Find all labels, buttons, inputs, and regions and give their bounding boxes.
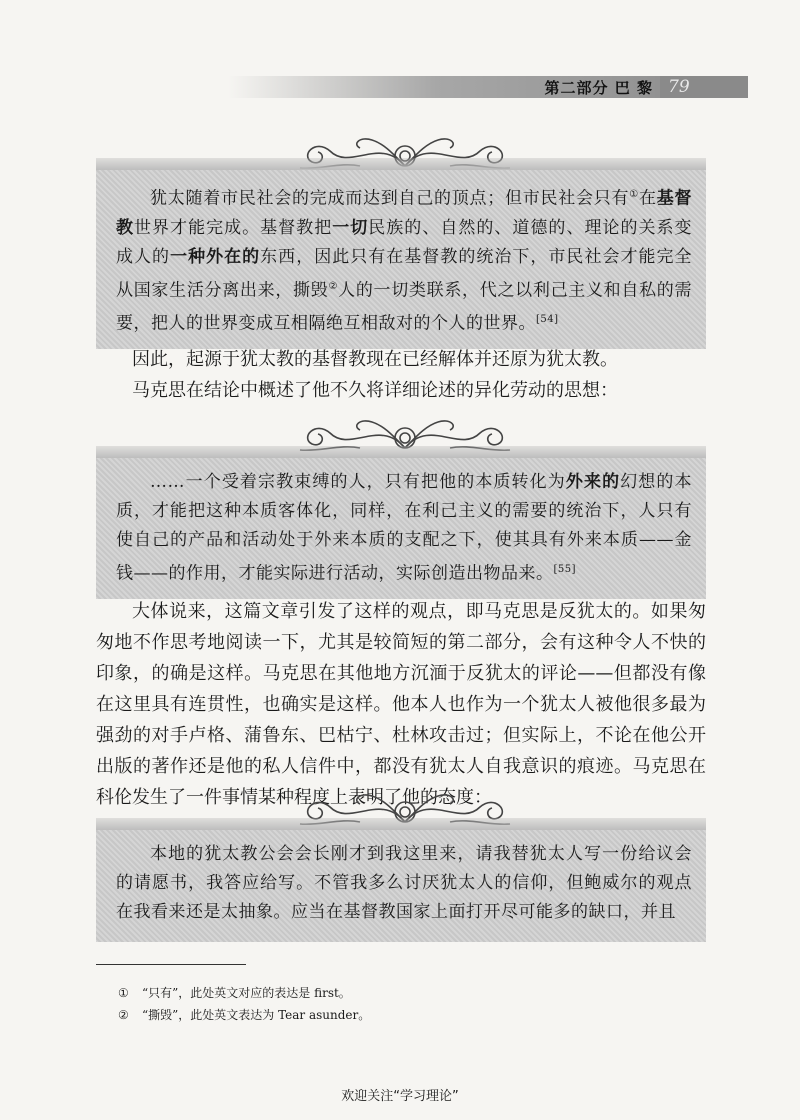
- quote-1-emphasis: 基督教: [116, 188, 693, 238]
- quote-2-text: [116, 468, 692, 589]
- footnotes: [118, 982, 370, 1026]
- quote-1-segment: 在: [639, 188, 657, 209]
- quote-1-segment: 民族的、自然的、道德的、理论的关系变成人的: [116, 217, 693, 267]
- page-number: 79: [660, 76, 748, 98]
- quote-1-segment: 世界才能完成。基督教把: [134, 217, 333, 238]
- body-paragraphs-1: [96, 344, 706, 406]
- running-head: [228, 76, 748, 98]
- block-quote-3: [96, 830, 706, 942]
- body-paragraphs-2: [96, 596, 706, 813]
- quote-1-emphasis: 一种外在的: [170, 246, 261, 267]
- quote-2-segment: 幻想的本质，才能把这种本质客体化，同样，在利己主义的需要的统治下，人只有使自己的产品和活动处于外来本质的支配之下，使其具有外来本质——金钱——的作用，才能实际进行活动，实际创造出物品来。: [116, 472, 693, 584]
- quote-1-note-ref: [54]: [536, 314, 559, 326]
- quote-1-segment: 犹太随着市民社会的完成而达到自己的顶点；但市民社会只有: [150, 188, 630, 209]
- quote-1-emphasis: 一切: [332, 217, 369, 238]
- bottom-note: 欢迎关注“学习理论”: [341, 1089, 459, 1104]
- quote-2-segment: ……一个受着宗教束缚的人，只有把他的本质转化为: [150, 472, 566, 492]
- quote-3-text: 本地的犹太教公会会长刚才到我这里来，请我替犹太人写一份给议会的请愿书，我答应给写。不管我多么讨厌犹太人的信仰，但鲍威尔的观点在我看来还是太抽象。应当在基督教国家上面打开尽可能多的缺口，并且: [116, 844, 692, 922]
- paragraph-1: 因此，起源于犹太教的基督教现在已经解体并还原为犹太教。: [132, 349, 618, 370]
- footnote-divider: [96, 964, 246, 965]
- quote-1-segment: 人的一切类联系，代之以利己主义和自私的需要，把人的世界变成互相隔绝互相敌对的个人的世界。: [116, 280, 693, 334]
- block-quote-1: [96, 170, 706, 349]
- footnote-2-text: “撕毁”，此处英文表达为 Tear asunder。: [142, 1008, 371, 1022]
- quote-1-note-ref: ①: [629, 189, 639, 200]
- quote-2-emphasis: 外来的: [565, 472, 621, 492]
- quote-1-note-ref: ②: [328, 280, 339, 292]
- block-quote-2: [96, 458, 706, 599]
- paragraph-3: 大体说来，这篇文章引发了这样的观点，即马克思是反犹太的。如果匆匆地不作思考地阅读一下，尤其是较简短的第二部分，会有这种令人不快的印象，的确是这样。马克思在其他地方沉湎于反犹太的评论——但都没有像在这里具有连贯性，也确实是这样。他本人也作为一个犹太人被他很多最为强劲的对手卢格、蒲鲁东、巴枯宁、杜林攻击过；但实际上，不论在他公开出版的著作还是他的私人信件中，都没有犹太人自我意识的痕迹。马克思在科伦发生了一件事情某种程度上表明了他的态度：: [96, 601, 706, 808]
- quote-1-segment: 东西，因此只有在基督教的统治下，市民社会才能完全从国家生活分离出来，撕毁: [116, 246, 693, 301]
- paragraph-2: 马克思在结论中概述了他不久将详细论述的异化劳动的思想：: [132, 380, 618, 401]
- footnote-2-mark: ②: [118, 1008, 129, 1022]
- section-title: 第二部分 巴 黎: [544, 79, 653, 97]
- footnote-1-text: “只有”，此处英文对应的表达是 first。: [142, 986, 351, 1000]
- footnote-2: [118, 1004, 370, 1026]
- footnote-1: [118, 982, 370, 1004]
- quote-2-note-ref: [55]: [553, 564, 577, 575]
- quote-1-text: [116, 180, 692, 339]
- footnote-1-mark: ①: [118, 986, 129, 1000]
